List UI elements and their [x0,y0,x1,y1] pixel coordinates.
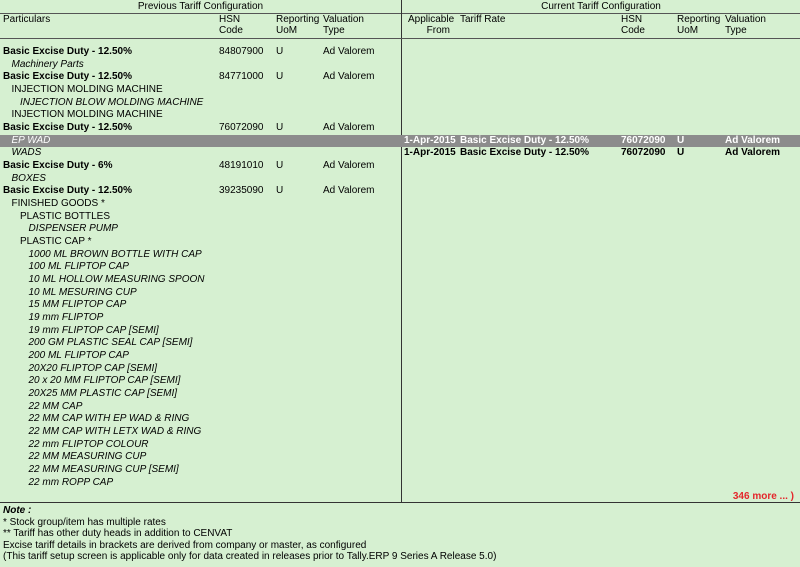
table-row[interactable] [0,236,800,248]
current-hsn-code-cell: 76072090 [621,134,666,146]
particulars-cell: 22 mm ROPP CAP [28,476,114,488]
header-titles-bar [0,0,800,14]
note-line: Excise tariff details in brackets are derived from company or master, as configured [3,539,367,551]
particulars-cell: 20X25 MM PLASTIC CAP [SEMI] [28,388,178,400]
table-row[interactable] [0,426,800,438]
table-row[interactable] [0,84,800,96]
previous-tariff-title: Previous Tariff Configuration [137,1,264,12]
valuation-type-cell: Ad Valorem [323,71,375,83]
particulars-cell: 19 mm FLIPTOP [28,312,104,324]
col-current-reporting-uom: Reporting UoM [677,14,721,36]
particulars-cell: 20 x 20 MM FLIPTOP CAP [SEMI] [28,375,181,387]
col-tariff-rate: Tariff Rate [460,14,506,25]
hsn-code-cell: 84807900 [219,46,264,57]
more-items-link[interactable]: 346 more ... ) [732,491,794,502]
reporting-uom-cell: U [276,185,284,197]
particulars-cell: Basic Excise Duty - 6% [3,160,113,171]
particulars-cell: 200 GM PLASTIC SEAL CAP [SEMI] [28,337,193,349]
current-hsn-code-cell: 76072090 [621,147,666,159]
particulars-cell: PLASTIC BOTTLES [20,210,111,222]
hsn-code-cell: 48191010 [219,160,264,171]
particulars-cell: 15 MM FLIPTOP CAP [28,299,127,311]
current-valuation-type-cell: Ad Valorem [725,147,781,159]
table-row[interactable] [0,249,800,261]
applicable-from-cell: 1-Apr-2015 [404,147,456,159]
reporting-uom-cell: U [276,46,284,57]
footer-separator [0,502,800,503]
col-reporting-uom: Reporting UoM [276,14,320,36]
particulars-cell: FINISHED GOODS * [11,198,105,209]
col-particulars: Particulars [3,14,51,25]
particulars-cell: BOXES [11,172,46,184]
table-row[interactable] [0,71,800,83]
note-line: * Stock group/item has multiple rates [3,516,166,528]
particulars-cell: 22 MM MEASURING CUP [SEMI] [28,464,179,476]
particulars-cell: DISPENSER PUMP [28,223,118,235]
particulars-cell: INJECTION MOLDING MACHINE [11,109,163,121]
note-line: (This tariff setup screen is applicable only for data created in releases prior to Tally.ERP 9 Series A Release 5.0) [3,551,497,562]
particulars-cell: 1000 ML BROWN BOTTLE WITH CAP [28,248,202,260]
reporting-uom-cell: U [276,71,284,83]
table-row[interactable] [0,287,800,299]
valuation-type-cell: Ad Valorem [323,160,375,171]
table-row[interactable] [0,325,800,337]
table-row[interactable] [0,173,800,185]
particulars-cell: 10 ML HOLLOW MEASURING SPOON [28,274,205,286]
col-hsn-code: HSN Code [219,14,243,36]
particulars-cell: Basic Excise Duty - 12.50% [3,46,132,57]
valuation-type-cell: Ad Valorem [323,122,375,133]
current-valuation-type-cell: Ad Valorem [725,134,781,146]
table-row-selected[interactable] [0,135,800,147]
notes-title: Note : [3,505,32,516]
applicable-from-cell: 1-Apr-2015 [404,134,456,146]
table-row[interactable] [0,464,800,476]
table-row[interactable] [0,198,800,210]
table-row[interactable] [0,451,800,463]
particulars-cell: Machinery Parts [11,58,84,70]
table-row[interactable] [0,477,800,489]
table-row[interactable] [0,46,800,58]
particulars-cell: 200 ML FLIPTOP CAP [28,350,129,362]
table-row[interactable] [0,401,800,413]
particulars-cell: Basic Excise Duty - 12.50% [3,185,132,197]
note-line: ** Tariff has other duty heads in addition to CENVAT [3,528,233,539]
notes-section [3,505,496,563]
tariff-rate-cell: Basic Excise Duty - 12.50% [460,134,589,146]
particulars-cell: EP WAD [11,134,51,146]
current-tariff-title: Current Tariff Configuration [541,1,661,12]
particulars-cell: 100 ML FLIPTOP CAP [28,261,129,273]
table-row[interactable] [0,413,800,425]
table-row[interactable] [0,223,800,235]
table-row[interactable] [0,274,800,286]
valuation-type-cell: Ad Valorem [323,185,375,197]
table-row[interactable] [0,97,800,109]
particulars-cell: 22 MM CAP WITH EP WAD & RING [28,413,190,425]
hsn-code-cell: 39235090 [219,185,264,197]
particulars-cell: Basic Excise Duty - 12.50% [3,122,132,133]
hsn-code-cell: 84771000 [219,71,264,83]
particulars-cell: 19 mm FLIPTOP CAP [SEMI] [28,324,159,336]
current-reporting-uom-cell: U [677,134,685,146]
table-row[interactable] [0,122,800,134]
table-row[interactable] [0,388,800,400]
particulars-cell: INJECTION BLOW MOLDING MACHINE [20,96,204,108]
reporting-uom-cell: U [276,160,284,171]
particulars-cell: 22 MM MEASURING CUP [28,451,147,463]
table-row[interactable] [0,337,800,349]
table-row[interactable] [0,147,800,159]
particulars-cell: 20X20 FLIPTOP CAP [SEMI] [28,362,158,374]
particulars-cell: 22 MM CAP WITH LETX WAD & RING [28,426,202,438]
current-reporting-uom-cell: U [677,147,685,159]
table-row[interactable] [0,59,800,71]
header-separator [0,38,800,39]
table-row[interactable] [0,375,800,387]
table-row[interactable] [0,350,800,362]
table-row[interactable] [0,312,800,324]
table-row[interactable] [0,299,800,311]
table-row[interactable] [0,160,800,172]
col-current-hsn-code: HSN Code [621,14,645,36]
particulars-cell: 22 MM CAP [28,400,83,412]
hsn-code-cell: 76072090 [219,122,264,133]
col-current-valuation-type: Valuation Type [725,14,766,36]
table-row[interactable] [0,363,800,375]
tariff-rate-cell: Basic Excise Duty - 12.50% [460,147,589,159]
col-valuation-type: Valuation Type [323,14,364,36]
valuation-type-cell: Ad Valorem [323,46,375,57]
particulars-cell: WADS [11,147,42,159]
table-row[interactable] [0,185,800,197]
particulars-cell: Basic Excise Duty - 12.50% [3,71,132,83]
reporting-uom-cell: U [276,122,284,133]
particulars-cell: 22 mm FLIPTOP COLOUR [28,438,149,450]
table-row[interactable] [0,261,800,273]
particulars-cell: INJECTION MOLDING MACHINE [11,84,163,95]
particulars-cell: PLASTIC CAP * [20,236,92,248]
table-row[interactable] [0,211,800,223]
table-row[interactable] [0,439,800,451]
table-row[interactable] [0,109,800,121]
particulars-cell: 10 ML MESURING CUP [28,286,137,298]
col-applicable-from: Applicable From [408,14,455,36]
